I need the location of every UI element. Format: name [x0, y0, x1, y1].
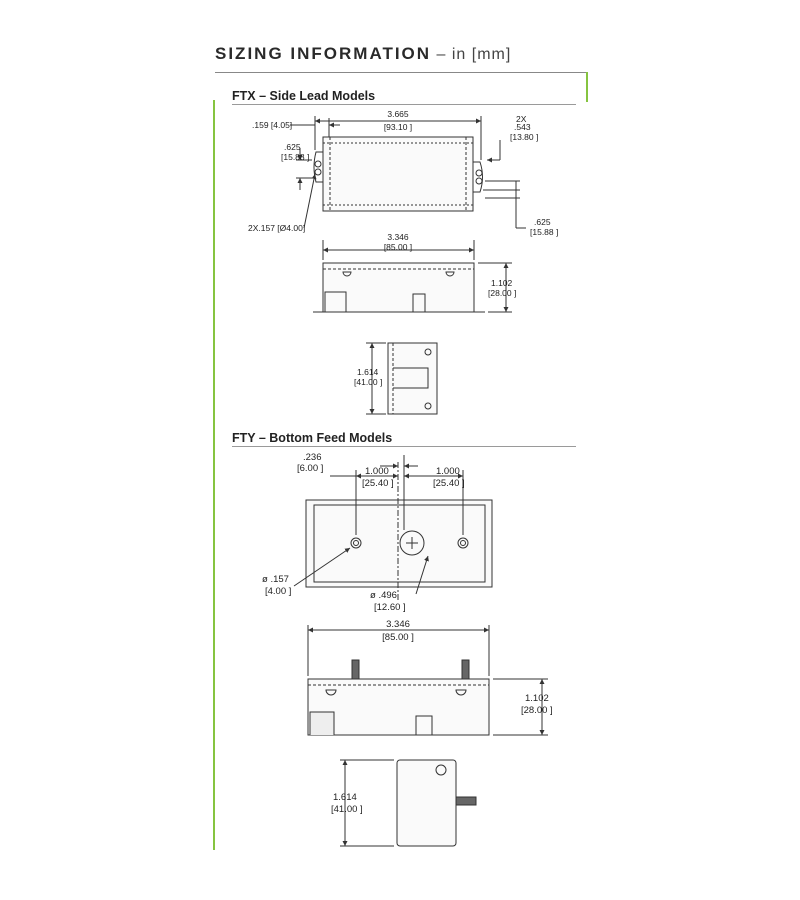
fty-pitch-right-mm: [25.40 ]	[433, 478, 465, 489]
fty-body-length: 3.346	[386, 619, 410, 630]
fty-offset: .236	[303, 452, 322, 463]
ftx-front-view	[313, 240, 512, 312]
ftx-lead-offset: .159 [4.05]	[252, 120, 293, 130]
fty-end-width: 1.614	[333, 792, 357, 803]
fty-pitch-right: 1.000	[436, 466, 460, 477]
ftx-end-width: 1.614	[357, 367, 379, 377]
ftx-heading: FTX – Side Lead Models	[232, 89, 376, 103]
fty-offset-mm: [6.00 ]	[297, 463, 324, 474]
fty-hole: ø .157	[262, 574, 289, 585]
fty-pitch-left: 1.000	[365, 466, 389, 477]
fty-end-view	[340, 760, 476, 846]
fty-top-view	[294, 455, 492, 600]
fty-heading: FTY – Bottom Feed Models	[232, 431, 393, 445]
ftx-body-length-mm: [85.00 ]	[383, 242, 413, 252]
ftx-right-height-mm: [15.88 ]	[530, 227, 559, 237]
ftx-tab-width: .543	[514, 122, 531, 132]
ftx-overall-length-mm: [93.10 ]	[383, 122, 413, 132]
page-title-text: SIZING INFORMATION	[215, 44, 432, 63]
ftx-hole-callout: 2X.157 [Ø4.00]	[248, 223, 306, 233]
ftx-right-height: .625	[534, 217, 551, 227]
fty-body-height: 1.102	[525, 693, 549, 704]
fty-end-dims	[331, 792, 363, 815]
fty-hole-mm: [4.00 ]	[265, 586, 292, 597]
fty-center-hole: ø .496	[370, 590, 397, 601]
ftx-end-width-mm: [41.00 ]	[354, 377, 383, 387]
ftx-lead-height-mm: [15.88 ]	[281, 152, 310, 162]
ftx-body-length: 3.346	[387, 232, 409, 242]
ftx-end-dims	[354, 367, 382, 387]
ftx-tab-qty: 2X	[516, 114, 527, 124]
ftx-top-view	[290, 116, 526, 228]
fty-center-hole-mm: [12.60 ]	[374, 602, 406, 613]
fty-body-height-mm: [28.00 ]	[521, 705, 553, 716]
ftx-body-height: 1.102	[491, 278, 513, 288]
fty-body-length-mm: [85.00 ]	[382, 632, 414, 643]
ftx-lead-height: .625	[284, 142, 301, 152]
fty-pitch-left-mm: [25.40 ]	[362, 478, 394, 489]
ftx-overall-length: 3.665	[387, 109, 409, 119]
ftx-body-height-mm: [28.00 ]	[488, 288, 517, 298]
ftx-tab-width-mm: [13.80 ]	[510, 132, 539, 142]
unit-label: – in [mm]	[431, 46, 512, 63]
fty-front-view	[308, 625, 548, 735]
fty-end-width-mm: [41.00 ]	[331, 804, 363, 815]
